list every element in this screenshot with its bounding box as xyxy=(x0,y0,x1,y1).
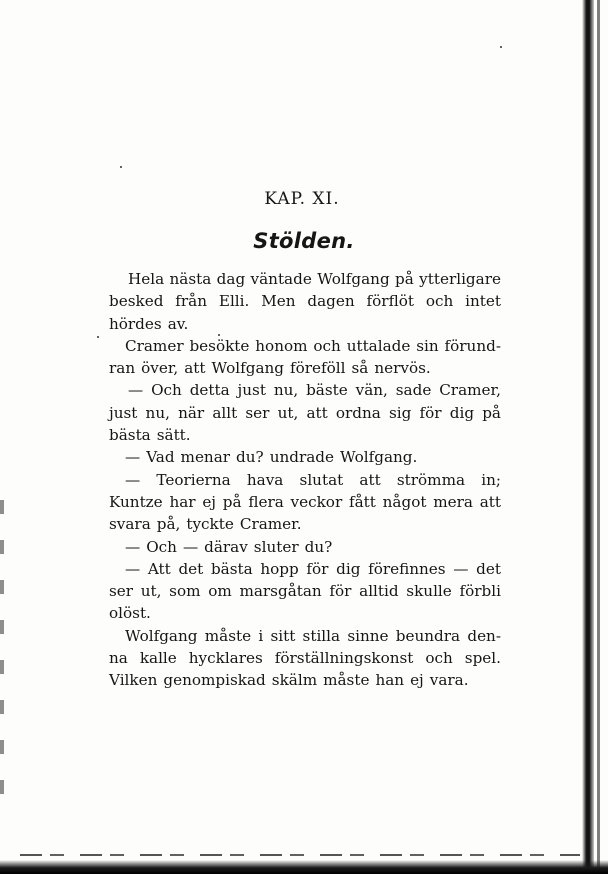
word: sätt. xyxy=(156,426,191,445)
word: ut, xyxy=(140,582,162,601)
word: på, xyxy=(156,515,181,534)
word: allt xyxy=(212,403,238,422)
text-line xyxy=(109,625,501,647)
word: — xyxy=(125,559,141,578)
word: bästa xyxy=(109,426,151,445)
binding-line xyxy=(597,0,600,874)
word: bäste xyxy=(306,381,348,400)
word: ej xyxy=(410,671,424,690)
word: väntade xyxy=(250,270,312,288)
text-line xyxy=(109,446,501,468)
word: dig xyxy=(449,403,475,422)
word: Wolfgang. xyxy=(340,448,418,467)
word: genompiskad xyxy=(163,671,266,690)
word: vän, xyxy=(355,381,388,400)
chapter-title: Stölden. xyxy=(253,229,355,253)
left-scan-marks xyxy=(0,500,4,820)
word: hördes xyxy=(109,314,162,333)
word: Att xyxy=(147,559,171,578)
word: — xyxy=(125,537,141,556)
word: att xyxy=(306,403,328,422)
word: sinne xyxy=(347,626,389,645)
word: han xyxy=(375,671,405,690)
word: när xyxy=(178,403,205,422)
word: hopp xyxy=(260,559,299,578)
word: skälm xyxy=(271,671,318,690)
text-line xyxy=(109,536,501,558)
word: just xyxy=(237,381,266,400)
word: hava xyxy=(246,470,284,489)
word: om xyxy=(208,582,232,601)
word: dag xyxy=(216,270,246,288)
word: honom xyxy=(255,336,308,355)
word: Vad xyxy=(146,448,175,467)
word: svara xyxy=(109,515,151,534)
word: ordna xyxy=(335,403,381,422)
text-line xyxy=(109,335,501,357)
word: — xyxy=(128,381,144,400)
text-line xyxy=(109,469,501,491)
word: på xyxy=(395,270,414,288)
word: just xyxy=(109,403,138,422)
word: ej xyxy=(202,492,217,511)
word: på xyxy=(482,403,501,422)
bottom-scan-edge xyxy=(0,838,608,874)
word: för xyxy=(329,582,352,601)
word: slutat xyxy=(299,470,344,489)
binding-edge xyxy=(568,0,608,874)
word: detta xyxy=(189,381,230,400)
bottom-rule xyxy=(20,854,580,856)
text-line xyxy=(109,580,501,602)
word: Cramer, xyxy=(439,381,501,400)
text-line xyxy=(109,647,501,669)
text-line xyxy=(109,268,501,290)
word: besked xyxy=(109,292,164,311)
word: förund- xyxy=(444,336,501,355)
word: därav xyxy=(204,537,248,556)
word: na xyxy=(109,649,128,668)
word: menar xyxy=(180,448,231,467)
word: — xyxy=(182,537,199,556)
word: att xyxy=(359,470,381,489)
word: nästa xyxy=(169,270,212,288)
word: — xyxy=(453,559,469,578)
word: från xyxy=(175,292,207,311)
word: Och xyxy=(151,381,182,400)
text-line xyxy=(109,513,501,535)
word: på xyxy=(222,492,242,511)
text-line xyxy=(109,313,501,335)
word: flera xyxy=(248,492,284,511)
bottom-shadow xyxy=(0,860,608,874)
word: mera xyxy=(433,492,473,511)
word: in; xyxy=(481,470,501,489)
word: över, xyxy=(141,359,179,378)
word: kalle xyxy=(139,649,177,668)
word: för xyxy=(419,403,442,422)
word: måste xyxy=(204,626,252,645)
word: Och xyxy=(146,537,177,556)
word: måste xyxy=(323,671,370,690)
word: av. xyxy=(167,314,189,333)
word: sluter xyxy=(253,537,299,556)
word: det xyxy=(178,559,204,578)
word: föreföll xyxy=(290,359,346,378)
word: bästa xyxy=(210,559,253,578)
word: att xyxy=(479,492,501,511)
binding-shadow xyxy=(582,0,594,874)
chapter-heading: KAP. XI. xyxy=(264,189,340,209)
word: det xyxy=(476,559,501,578)
word: besökte xyxy=(189,336,250,355)
word: sig xyxy=(389,403,412,422)
word: Cramer xyxy=(125,336,184,355)
text-line xyxy=(109,379,501,401)
word: så xyxy=(351,359,369,378)
word: dig xyxy=(336,559,361,578)
text-line xyxy=(109,357,501,379)
word: — xyxy=(125,448,141,467)
word: som xyxy=(169,582,201,601)
word: beundra xyxy=(395,626,461,645)
word: intet xyxy=(465,292,501,311)
text-line xyxy=(109,491,501,513)
body-text xyxy=(109,268,501,692)
text-line xyxy=(109,602,501,624)
word: tyckte xyxy=(186,515,234,534)
word: och xyxy=(425,649,453,668)
word: nu, xyxy=(273,381,299,400)
word: sade xyxy=(395,381,432,400)
text-line xyxy=(109,424,501,446)
word: förefinnes xyxy=(368,559,446,578)
word: marsgåtan xyxy=(239,582,322,601)
word: skulle xyxy=(406,582,452,601)
word: sitt xyxy=(270,626,296,645)
word: hycklares xyxy=(188,649,263,668)
word: undrade xyxy=(269,448,335,467)
word: spel. xyxy=(464,649,501,668)
word: Teorierna xyxy=(156,470,231,489)
word: Men xyxy=(261,292,296,311)
word: sin xyxy=(416,336,439,355)
word: — xyxy=(125,470,141,489)
word: att xyxy=(184,359,206,378)
text-line xyxy=(109,669,501,691)
word: Hela xyxy=(128,270,165,288)
word: Wolfgang xyxy=(211,359,284,378)
word: nervös. xyxy=(374,359,431,378)
word: den- xyxy=(467,626,501,645)
word: nu, xyxy=(145,403,170,422)
text-line xyxy=(109,290,501,312)
word: du? xyxy=(236,448,264,467)
word: ytterligare xyxy=(419,270,501,288)
word: strömma xyxy=(396,470,466,489)
word: ser xyxy=(109,582,134,601)
word: och xyxy=(313,336,341,355)
scan-speck xyxy=(120,166,122,168)
scan-speck xyxy=(97,336,99,338)
word: fått xyxy=(348,492,376,511)
word: Kuntze xyxy=(109,492,163,511)
text-line xyxy=(109,558,501,580)
word: ran xyxy=(109,359,136,378)
text-line xyxy=(109,402,501,424)
word: alltid xyxy=(359,582,399,601)
word: något xyxy=(382,492,427,511)
word: ut, xyxy=(277,403,299,422)
word: förflöt xyxy=(366,292,414,311)
word: du? xyxy=(304,537,333,556)
word: Cramer. xyxy=(239,515,302,534)
word: Elli. xyxy=(218,292,250,311)
word: och xyxy=(425,292,454,311)
word: olöst. xyxy=(109,604,151,623)
word: dagen xyxy=(307,292,355,311)
word: uttalade xyxy=(346,336,411,355)
word: förbli xyxy=(459,582,501,601)
word: Vilken xyxy=(109,671,158,690)
word: Wolfgang xyxy=(317,270,390,288)
word: veckor xyxy=(290,492,343,511)
word: Wolfgang xyxy=(125,626,198,645)
word: ser xyxy=(245,403,270,422)
word: i xyxy=(258,626,264,645)
word: förställningskonst xyxy=(274,649,414,668)
word: har xyxy=(169,492,196,511)
scan-speck xyxy=(500,46,502,48)
word: för xyxy=(306,559,329,578)
word: vara. xyxy=(429,671,469,690)
word: stilla xyxy=(302,626,341,645)
